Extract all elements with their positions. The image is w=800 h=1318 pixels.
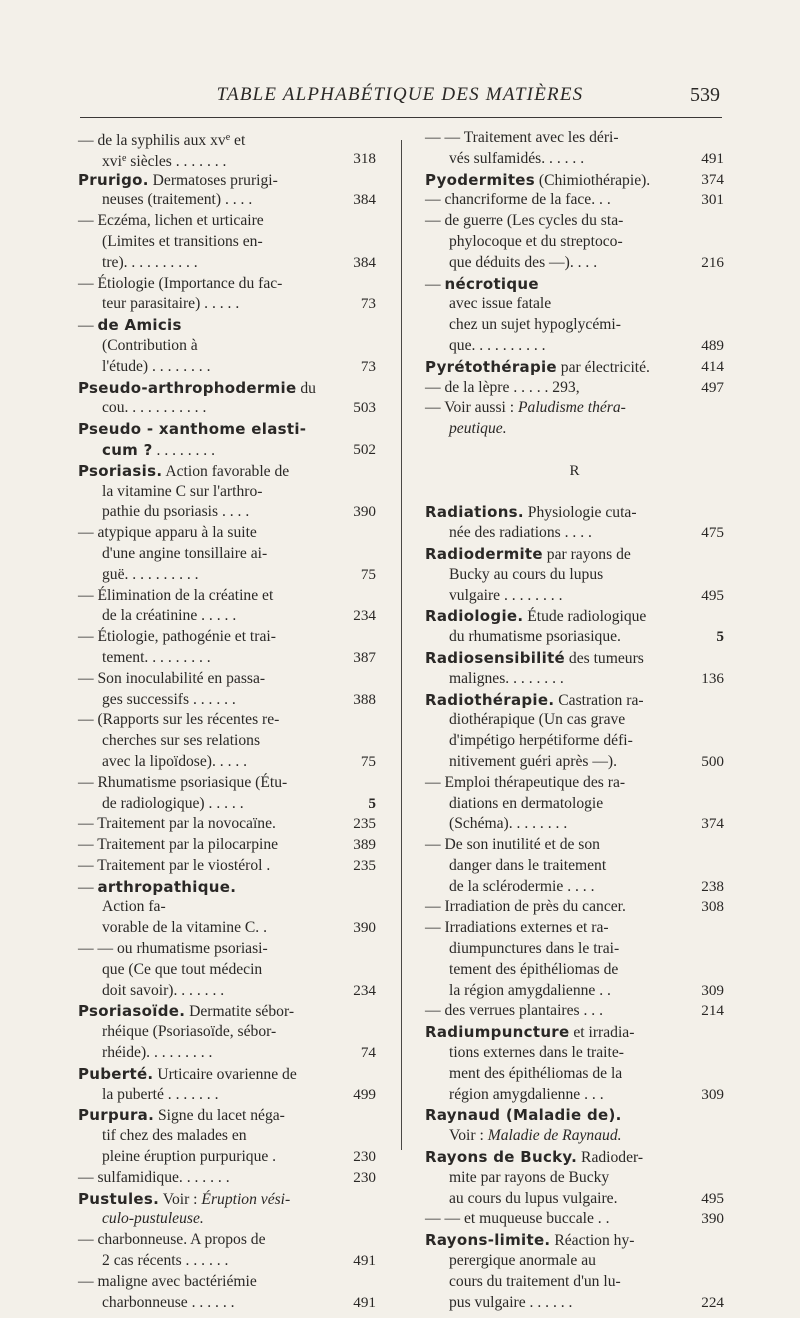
cross-reference: culo-pustuleuse. [102,1210,204,1228]
page-reference: 495 [701,586,724,604]
entry-line: chez un sujet hypoglycémi- [449,316,621,334]
entry-line: Psoriasis. Action favorable de [78,461,290,480]
entry-line: (Limites et transitions en- [102,232,263,250]
index-entry [425,918,724,1001]
index-entry [78,274,376,316]
index-entry [78,1230,376,1272]
entry-line: — nécrotique [425,274,539,293]
entry-line: ges successifs . . . . . . [102,690,236,708]
entry-line: cou. . . . . . . . . . . [102,399,207,417]
page-reference: 390 [701,1210,724,1228]
index-entry [78,1189,376,1231]
entry-line: perergique anormale au [449,1252,596,1270]
index-entry [425,170,724,191]
index-entry [425,502,724,544]
entry-line: avec la lipoïdose). . . . . [102,752,248,770]
page-reference: 374 [701,815,724,833]
index-entry [78,627,376,669]
page-reference: 497 [701,378,724,396]
running-title: TABLE ALPHABÉTIQUE DES MATIÈRES [216,84,584,105]
page-reference: 230 [353,1148,376,1166]
page-reference: 75 [360,752,376,770]
index-entry [78,877,376,939]
page-reference: 73 [360,357,376,375]
entry-line: — atypique apparu à la suite [78,524,257,542]
index-entry [425,398,724,440]
index-entry [425,357,724,378]
entry-line: pleine éruption purpurique . [102,1148,277,1166]
entry-line: — Étiologie, pathogénie et trai- [78,628,276,646]
entry-keyword: Radiations. [425,503,524,522]
entry-line: — de guerre (Les cycles du sta- [425,212,624,230]
page-reference: 308 [701,898,724,916]
header-rule [80,117,722,118]
entry-keyword: Purpura. [78,1106,155,1125]
entry-line: Puberté. Urticaire ovarienne de [78,1064,297,1083]
entry-keyword: Radiologie. [425,607,524,626]
page-reference: 499 [353,1085,376,1103]
entry-line: — (Rapports sur les récentes re- [78,711,280,729]
index-entry [78,170,376,212]
page-reference: 235 [353,815,376,833]
entry-line: — charbonneuse. A propos de [78,1231,266,1249]
index-entry [425,1001,724,1022]
index-entry [78,856,376,877]
entry-line: teur parasitaire) . . . . . [102,295,240,313]
page-reference: 500 [701,752,724,770]
entry-line: mite par rayons de Bucky [449,1168,610,1186]
entry-line: xvi$^e$ siècles . . . . . . . [102,152,227,170]
page-reference: 489 [701,336,724,354]
entry-line: — Élimination de la créatine et [78,586,274,604]
page-reference: 234 [353,981,376,999]
index-entry [78,710,376,772]
entry-line: charbonneuse . . . . . . [102,1293,235,1311]
entry-keyword: Radiumpuncture [425,1023,570,1042]
entry-line: vulgaire . . . . . . . . [449,586,563,604]
entry-line: diumpunctures dans le trai- [449,940,620,958]
page-reference: 214 [701,1002,724,1020]
index-entry [425,773,724,835]
index-entry [78,523,376,585]
entry-line: région amygdalienne . . . [449,1085,604,1103]
page-reference: 224 [701,1293,724,1311]
entry-line: — De son inutilité et de son [425,836,600,854]
spacer [425,482,724,503]
page-reference: 234 [353,607,376,625]
entry-line: cherches sur ses relations [102,732,261,750]
index-entry [425,128,724,170]
entry-keyword: nécrotique [444,274,539,293]
page-reference: 384 [353,191,376,209]
cross-reference: Maladie de Raynaud. [487,1127,622,1145]
index-entry [78,211,376,273]
index-entry [78,378,376,420]
page-reference: 309 [701,981,724,999]
entry-line: cours du traitement d'un lu- [449,1272,621,1290]
entry-keyword: Radiodermite [425,544,543,563]
index-entry [425,690,724,773]
index-entry [425,1022,724,1105]
entry-line: (Schéma). . . . . . . . [449,815,568,833]
index-entry [425,606,724,648]
entry-line: — — ou rhumatisme psoriasi- [78,940,268,958]
entry-line: — maligne avec bactériémie [78,1272,257,1290]
page-reference: 5 [368,794,376,812]
entry-keyword: Raynaud (Maladie de). [425,1106,622,1125]
index-entry [78,814,376,835]
entry-line: vés sulfamidés. . . . . . [449,149,585,167]
entry-line: au cours du lupus vulgaire. [449,1189,618,1207]
cross-reference: peutique. [449,420,507,438]
entry-line: — Son inoculabilité en passa- [78,669,266,687]
entry-line: — de la syphilis aux $xv^e$ et [78,132,246,149]
entry-line: 2 cas récents . . . . . . [102,1252,229,1270]
entry-keyword: Pyrétothérapie [425,357,557,376]
entry-keyword: Pustules. [78,1189,160,1208]
page-reference: 73 [360,295,376,313]
entry-keyword: cum ? [102,440,153,459]
entry-line: — Étiologie (Importance du fac- [78,274,283,292]
entry-keyword: Puberté. [78,1064,154,1083]
page-reference: 5 [716,628,724,646]
entry-line: neuses (traitement) . . . . [102,191,253,209]
entry-line: de la créatinine . . . . . [102,607,237,625]
index-entry [425,274,724,357]
entry-line: — Eczéma, lichen et urticaire [78,212,264,230]
index-entry [425,211,724,273]
entry-line: rhéique (Psoriasoïde, sébor- [102,1023,277,1041]
left-column [78,128,376,1313]
entry-line: du rhumatisme psoriasique. [449,628,621,646]
entry-line: — de Amicis [78,316,182,335]
entry-line: pathie du psoriasis . . . . [102,503,250,521]
entry-line: avec issue fatale [449,295,552,313]
entry-line: — Traitement par le viostérol . [78,856,271,874]
page-reference: 301 [701,191,724,209]
entry-line: — Irradiations externes et ra- [425,919,609,937]
entry-keyword: Pyodermites [425,170,536,189]
entry-line: vorable de la vitamine C. . [102,919,267,937]
entry-line: Pseudo-arthrophodermie du [78,378,316,397]
index-entry [425,897,724,918]
entry-line: tif chez des malades en [102,1127,247,1145]
entry-keyword: Psoriasis. [78,461,163,480]
entry-line: Bucky au cours du lupus [449,565,604,583]
index-entry [78,669,376,711]
index-entry [78,1001,376,1063]
index-entry [78,835,376,856]
entry-line: — Rhumatisme psoriasique (Étu- [78,773,288,791]
page-reference: 390 [353,919,376,937]
entry-line: Radiodermite par rayons de [425,544,631,563]
entry-keyword: de Amicis [97,316,182,335]
entry-line: Radiothérapie. Castration ra- [425,690,644,709]
page-number: 539 [690,84,720,106]
entry-line: malignes. . . . . . . . [449,669,564,687]
page-reference: 390 [353,503,376,521]
index-entry [425,544,724,606]
page-reference: 495 [701,1189,724,1207]
index-entry [425,1147,724,1209]
entry-line: — de la lèpre . . . . . 293, [425,378,580,396]
page-reference: 384 [353,253,376,271]
entry-line: — — Traitement avec les déri- [425,129,619,146]
page-reference: 318 [353,149,376,167]
entry-line: (Contribution à [102,336,198,354]
index-entry [425,648,724,690]
page-reference: 387 [353,648,376,666]
entry-line: Rayons-limite. Réaction hy- [425,1231,635,1250]
page-reference: 75 [360,565,376,583]
entry-line: — Irradiation de près du cancer. [425,898,626,916]
page-reference: 389 [353,836,376,854]
entry-line: — arthropathique. [78,877,237,896]
entry-line: ment des épithéliomas de la [449,1064,623,1082]
entry-line: que (Ce que tout médecin [102,960,263,978]
entry-keyword: Rayons-limite. [425,1231,551,1250]
index-entry [425,190,724,211]
index-entry [425,1105,724,1147]
entry-line: Radiations. Physiologie cuta- [425,503,637,522]
entry-line: Action fa- [102,898,166,916]
entry-line: guë. . . . . . . . . . [102,565,199,583]
page-reference: 414 [701,357,724,375]
page-reference: 230 [353,1168,376,1186]
index-entry [78,773,376,815]
spacer [425,440,724,461]
entry-line: — des verrues plantaires . . . [425,1002,603,1020]
page-reference: 388 [353,690,376,708]
entry-keyword: arthropathique. [97,877,237,896]
page-reference: 491 [353,1252,376,1270]
entry-line: rhéide). . . . . . . . . [102,1044,213,1062]
entry-line: diations en dermatologie [449,794,604,812]
page-header [80,80,720,112]
entry-keyword: Radiosensibilité [425,648,566,667]
index-entry [78,586,376,628]
entry-line: — Voir aussi : Paludisme théra- [425,399,626,417]
index-entry [78,1064,376,1106]
entry-line: tement. . . . . . . . . [102,648,211,666]
entry-line: que. . . . . . . . . . [449,336,546,354]
entry-line: pus vulgaire . . . . . . [449,1293,573,1311]
index-entry [78,461,376,523]
entry-line: d'une angine tonsillaire ai- [102,544,268,562]
entry-line: Radiumpuncture et irradia- [425,1023,635,1042]
entry-line: la puberté . . . . . . . [102,1085,219,1103]
entry-line: d'impétigo herpétiforme défi- [449,732,633,750]
index-entry [78,1272,376,1314]
page-reference: 136 [701,669,724,687]
entry-line: la vitamine C sur l'arthro- [102,482,263,500]
entry-line: — Traitement par la novocaïne. [78,815,276,833]
entry-line: Radiosensibilité des tumeurs [425,648,644,667]
entry-line [425,419,724,440]
page-reference: 374 [701,170,724,188]
entry-line: Rayons de Bucky. Radioder- [425,1148,644,1167]
page-reference: 235 [353,856,376,874]
index-entry [78,315,376,377]
entry-line: cum ? . . . . . . . . [102,440,215,459]
page-reference: 309 [701,1085,724,1103]
entry-line: née des radiations . . . . [449,524,592,542]
cross-reference: Paludisme théra- [518,399,626,417]
entry-line: — — et muqueuse buccale . . [425,1210,610,1228]
entry-line: phylocoque et du streptoco- [449,232,623,250]
entry-keyword: Pseudo-arthrophodermie [78,378,297,397]
entry-keyword: Radiothérapie. [425,690,555,709]
entry-line [425,1105,724,1126]
entry-line: nitivement guéri après —). [449,752,618,770]
entry-keyword: Prurigo. [78,170,149,189]
entry-line: de radiologique) . . . . . [102,794,244,812]
entry-line: diothérapique (Un cas grave [449,711,626,729]
entry-line: que déduits des —). . . . [449,253,598,271]
index-entry [425,835,724,897]
superscript: e [225,132,231,143]
entry-line: tement des épithéliomas de [449,960,619,978]
entry-line: tions externes dans le traite- [449,1044,624,1062]
page-reference: 491 [353,1293,376,1311]
superscript: e [121,152,127,164]
index-entry [78,128,376,170]
entry-line: — chancriforme de la face. . . [425,191,611,209]
section-letter: R [569,462,580,479]
index-entry [425,378,724,399]
entry-line: Pyrétothérapie par électricité. [425,357,650,376]
entry-line: Voir : Maladie de Raynaud. [449,1127,622,1145]
index-entry [425,1209,724,1230]
page-reference: 491 [701,149,724,167]
entry-line [78,419,376,440]
entry-line: Pustules. Voir : Éruption vési- [78,1189,291,1208]
entry-line: — sulfamidique. . . . . . . [78,1168,230,1186]
index-entry [78,1168,376,1189]
page-reference: 475 [701,524,724,542]
entry-line: — Emploi thérapeutique des ra- [425,773,626,791]
page-reference: 216 [701,253,724,271]
entry-line: la région amygdalienne . . [449,981,611,999]
index-entry [425,1230,724,1313]
entry-line: Prurigo. Dermatoses prurigi- [78,170,278,189]
entry-line: — Traitement par la pilocarpine [78,836,279,854]
page-reference: 238 [701,877,724,895]
page-reference: 503 [353,399,376,417]
entry-line: Purpura. Signe du lacet néga- [78,1106,285,1125]
entry-line: de la sclérodermie . . . . [449,877,595,895]
entry-line: doit savoir). . . . . . . [102,981,225,999]
entry-line: Radiologie. Étude radiologique [425,607,647,626]
entry-keyword: Pseudo - xanthome elasti- [78,420,307,439]
entry-keyword: Psoriasoïde. [78,1002,186,1021]
page-reference: 74 [360,1044,376,1062]
index-entry [78,939,376,1001]
entry-keyword: Rayons de Bucky. [425,1148,578,1167]
index-entry [78,1105,376,1167]
right-column [425,128,724,1313]
column-divider [401,140,402,1150]
entry-line: l'étude) . . . . . . . . [102,357,211,375]
cross-reference: Éruption vési- [201,1190,291,1208]
index-entry [78,419,376,461]
entry-line: tre). . . . . . . . . . [102,253,198,271]
page-reference: 502 [353,440,376,458]
entry-line: Psoriasoïde. Dermatite sébor- [78,1002,295,1021]
entry-line: danger dans le traitement [449,856,607,874]
entry-line: Pyodermites (Chimiothérapie). [425,170,651,189]
entry-line [78,1209,376,1230]
